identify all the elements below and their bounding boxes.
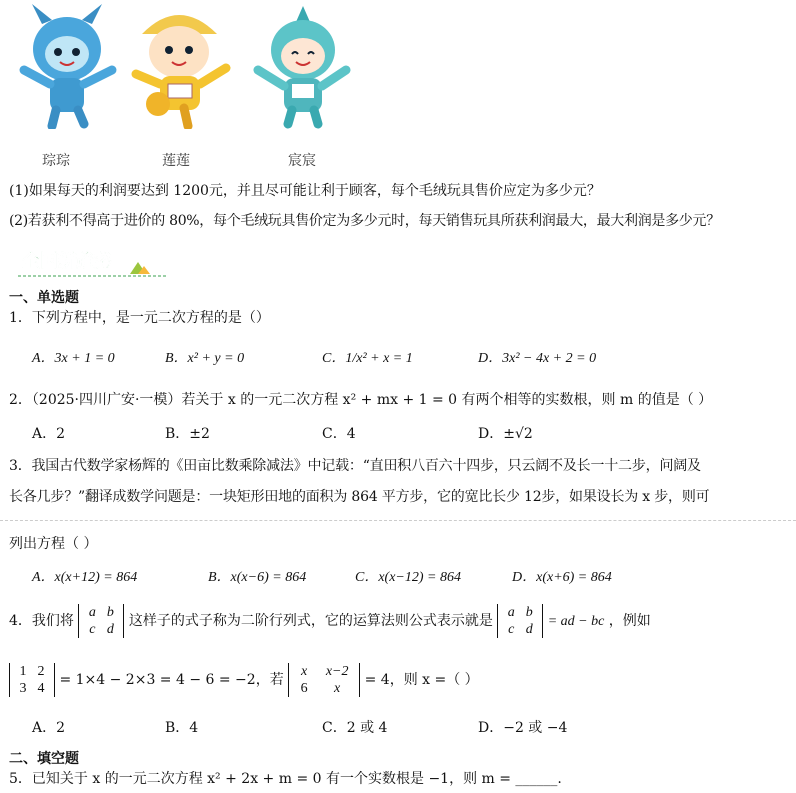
mascot-caption-lianlian: 莲莲 [162,153,190,169]
mascot-chenchen-image [248,4,358,129]
question-1-stem: 1．下列方程中，是一元二次方程的是（） [9,310,270,326]
q1-option-c[interactable]: C．1/x² + x = 1 [322,351,413,366]
q4-option-c[interactable]: C．2 或 4 [322,720,388,736]
q4-mid-text: 这样子的式子称为二阶行列式，它的运算法则公式表示就是 [128,613,493,629]
q3-option-c[interactable]: C．x(x−12) = 864 [355,570,461,585]
national-trend-badge [18,246,168,280]
question-3-line-2: 长各几步？”翻译成数学问题是：一块矩形田地的面积为 864 平方步，它的宽比长少 12步，如果设长为 x 步，则可 [9,489,710,505]
q4-pre-text: 4．我们将 [9,613,74,629]
determinant-formula: a b c d [497,604,543,638]
q1-option-b[interactable]: B．x² + y = 0 [165,351,245,366]
question-2-stem: 2．（2025·四川广安·一模）若关于 x 的一元二次方程 x² + mx + 1 = 0 有两个相等的实数根，则 m 的值是（ ） [9,392,713,408]
mascot-lianlian-image [122,4,237,129]
q1-option-a[interactable]: A．3x + 1 = 0 [32,351,115,366]
q4-option-a[interactable]: A．2 [32,720,66,736]
badge-text: 全国新趋势 [22,251,112,272]
q4-option-b[interactable]: B．4 [165,720,199,736]
q4-condition-text: = 4，则 x =（ ） [364,672,479,688]
q4-option-d[interactable]: D．−2 或 −4 [478,720,568,736]
determinant-generic: a b c d [78,604,124,638]
question-5-stem[interactable]: 5．已知关于 x 的一元二次方程 x² + 2x + m = 0 有一个实数根是 −1，则 m = ______. [9,771,562,787]
q2-option-a[interactable]: A．2 [32,426,66,442]
section-fill-blank-heading: 二、填空题 [9,751,79,767]
question-3-line-1: 3．我国古代数学家杨辉的《田亩比数乘除减法》中记载：“直田积八百六十四步，只云阔不及长一十二步，问阔及 [9,458,701,474]
mascot-caption-chenchen: 宸宸 [288,153,316,169]
determinant-example: 1 2 3 4 [9,663,55,697]
question-3-line-3: 列出方程（ ） [9,536,98,552]
section-single-choice-heading: 一、单选题 [9,290,79,306]
q2-option-c[interactable]: C．4 [322,426,356,442]
problem-part-2: (2)若获利不得高于进价的 80%，每个毛绒玩具售价定为多少元时，每天销售玩具所获利润最大，最大利润是多少元？ [9,213,720,229]
page-break-divider [0,520,796,521]
question-4-line-2 [9,663,479,697]
determinant-condition: x x−2 6 x [288,663,360,697]
q4-example-text: = 1×4 − 2×3 = 4 − 6 = −2，若 [59,672,284,688]
mascot-congcong-image [12,4,122,129]
mascot-caption-congcong: 琮琮 [42,153,70,169]
q3-option-b[interactable]: B．x(x−6) = 864 [208,570,307,585]
q1-option-d[interactable]: D．3x² − 4x + 2 = 0 [478,351,597,366]
q2-option-d[interactable]: D．±√2 [478,426,533,442]
q4-post-text: ，例如 [608,613,651,629]
q4-formula: = ad − bc [547,614,605,629]
q3-option-d[interactable]: D．x(x+6) = 864 [512,570,612,585]
q3-option-a[interactable]: A．x(x+12) = 864 [32,570,138,585]
question-4-line-1 [9,604,651,638]
problem-part-1: (1)如果每天的利润要达到 1200元，并且尽可能让利于顾客，每个毛绒玩具售价应定为多少元？ [9,183,601,199]
q2-option-b[interactable]: B．±2 [165,426,210,442]
